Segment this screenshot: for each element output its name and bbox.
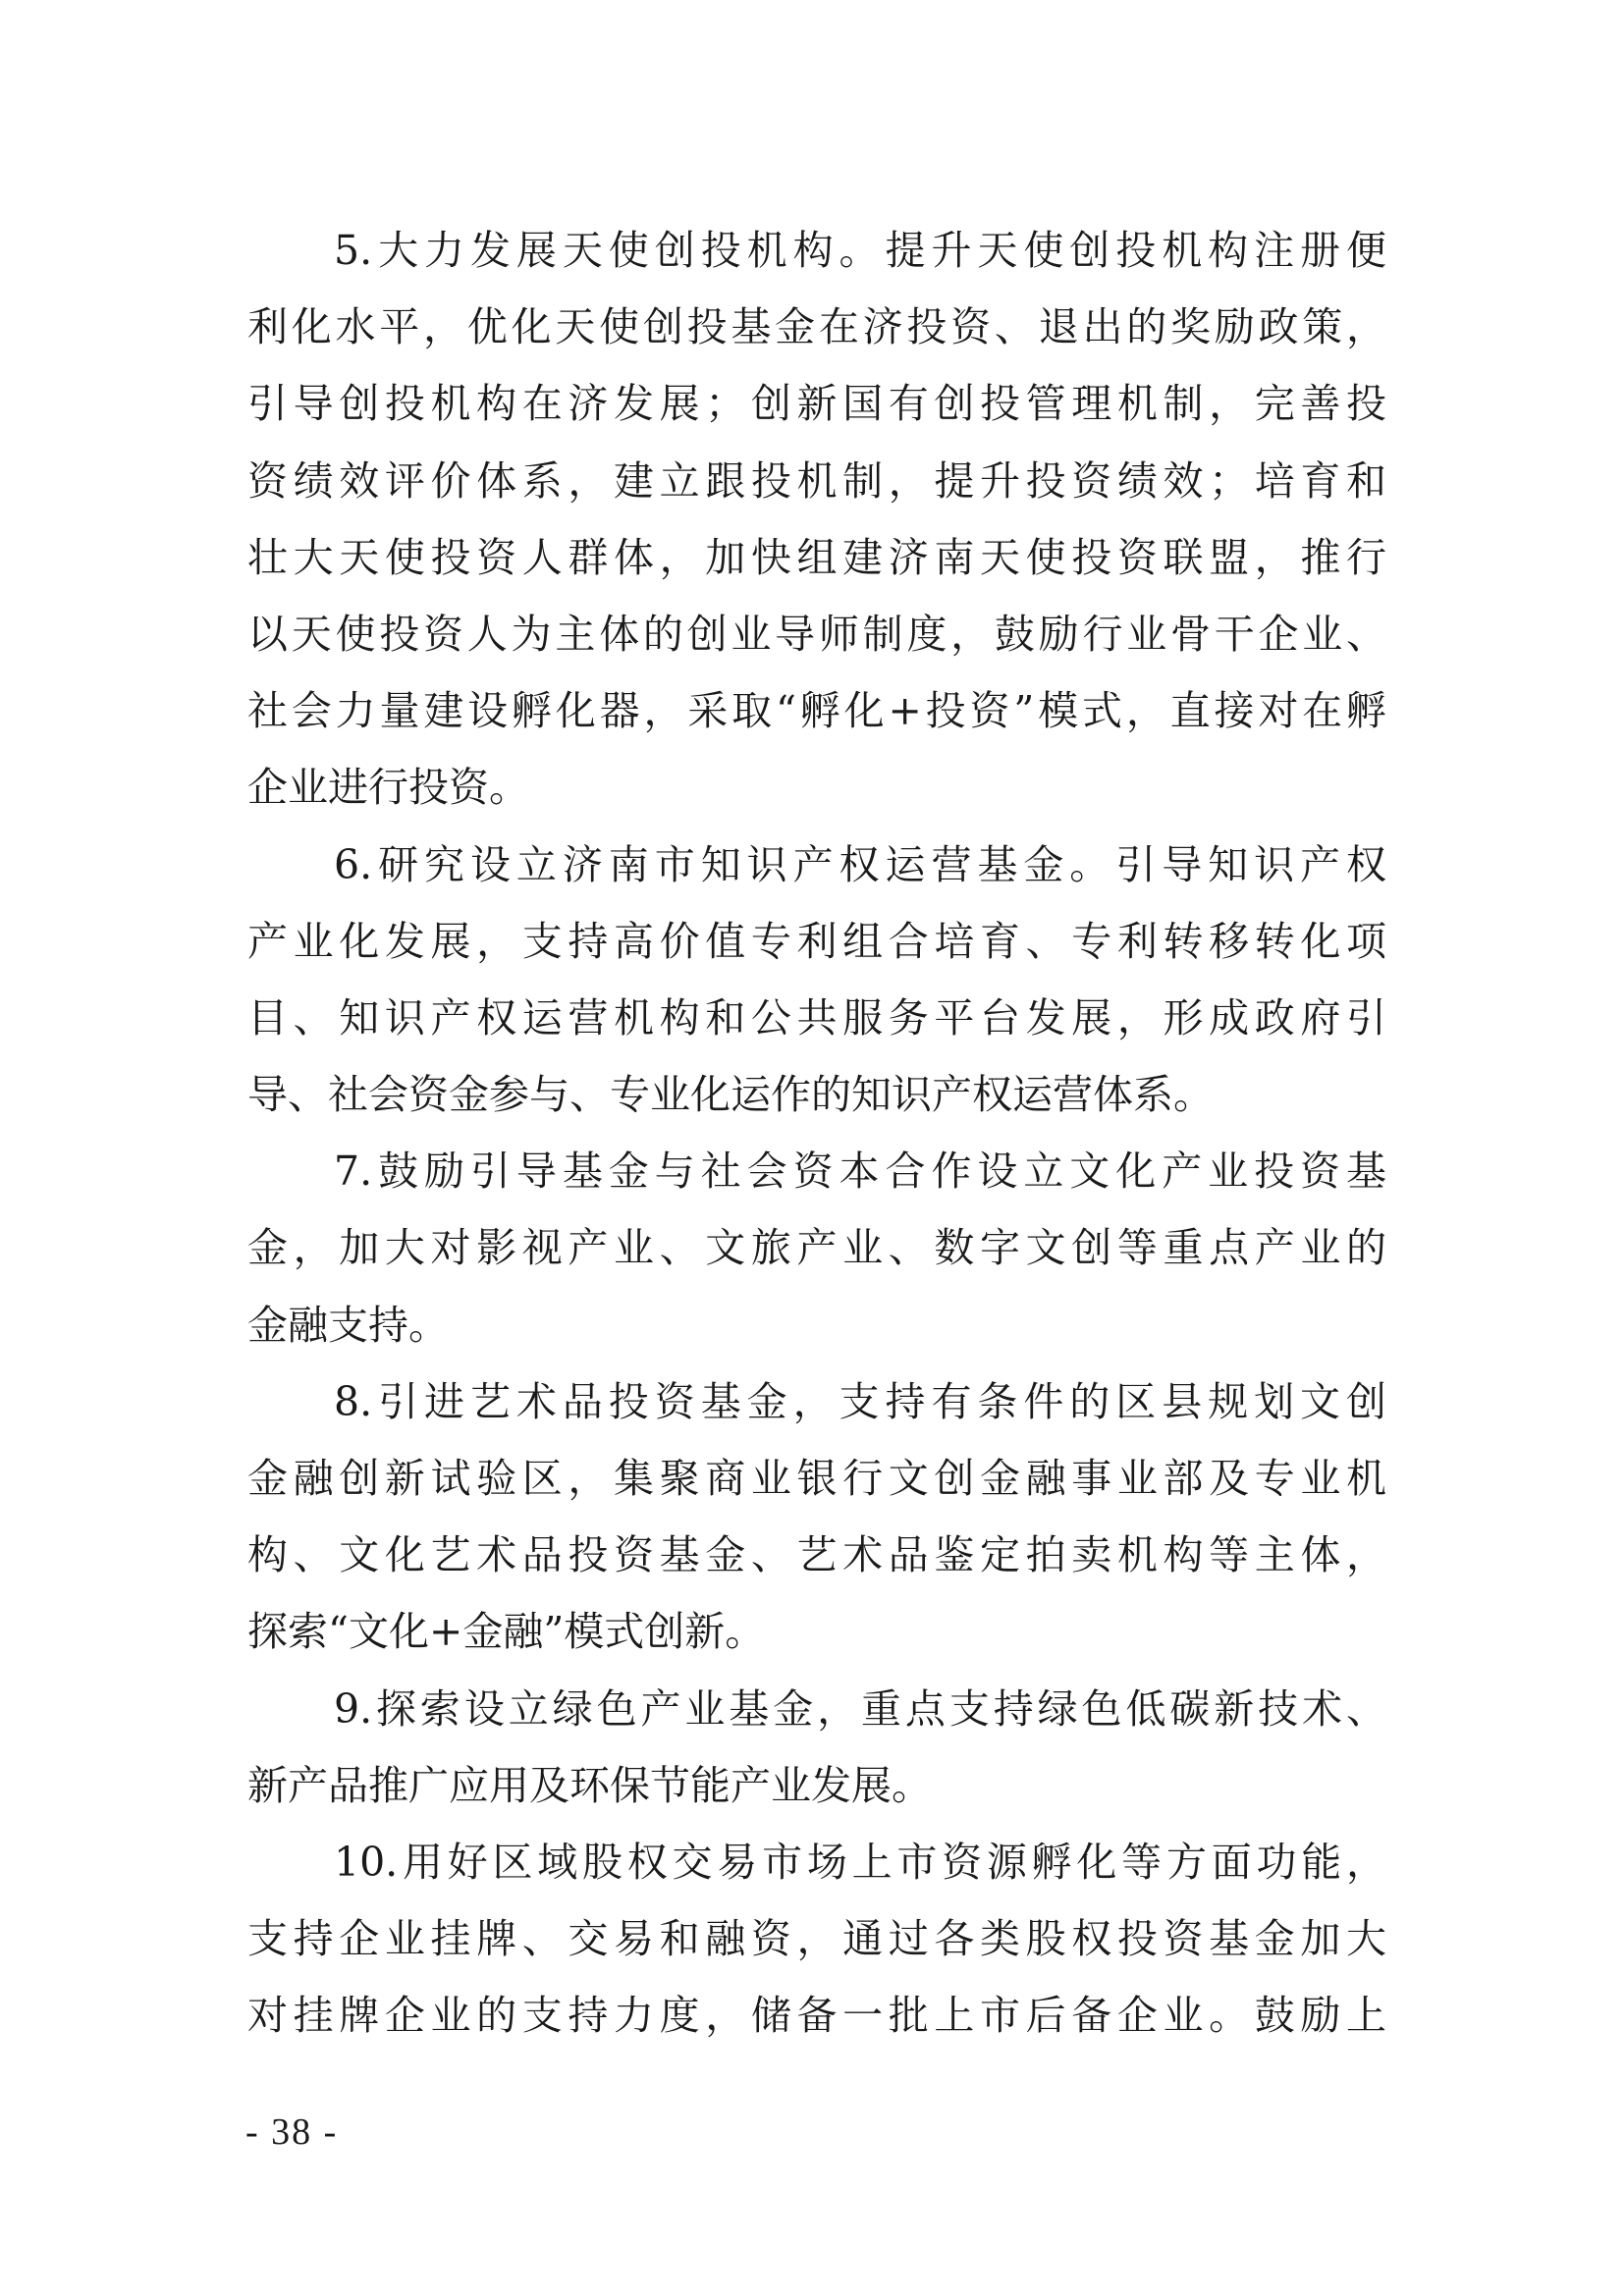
paragraph-6-line-1: 6.研究设立济南市知识产权运营基金。引导知识产权 bbox=[334, 840, 1386, 888]
paragraph-6-line-4: 导、社会资金参与、专业化运作的知识产权运营体系。 bbox=[247, 1071, 1214, 1119]
paragraph-7-line-2: 金，加大对影视产业、文旅产业、数字文创等重点产业的 bbox=[247, 1224, 1386, 1272]
paragraph-10-line-2: 支持企业挂牌、交易和融资，通过各类股权投资基金加大 bbox=[247, 1915, 1386, 1963]
paragraph-5-line-1: 5.大力发展天使创投机构。提升天使创投机构注册便 bbox=[334, 227, 1386, 274]
paragraph-7-line-3: 金融支持。 bbox=[247, 1301, 449, 1349]
paragraph-9-line-2: 新产品推广应用及环保节能产业发展。 bbox=[247, 1761, 932, 1809]
paragraph-6-line-2: 产业化发展，支持高价值专利组合培育、专利转移转化项 bbox=[247, 917, 1386, 965]
paragraph-8-line-3: 构、文化艺术品投资基金、艺术品鉴定拍卖机构等主体， bbox=[247, 1531, 1386, 1579]
paragraph-5-line-5: 壮大天使投资人群体，加快组建济南天使投资联盟，推行 bbox=[247, 533, 1386, 581]
paragraph-8-line-2: 金融创新试验区，集聚商业银行文创金融事业部及专业机 bbox=[247, 1455, 1386, 1502]
paragraph-5-line-6: 以天使投资人为主体的创业导师制度，鼓励行业骨干企业、 bbox=[247, 610, 1386, 658]
paragraph-5-line-4: 资绩效评价体系，建立跟投机制，提升投资绩效；培育和 bbox=[247, 456, 1386, 505]
paragraph-10-line-3: 对挂牌企业的支持力度，储备一批上市后备企业。鼓励上 bbox=[247, 1992, 1386, 2040]
paragraph-9-line-1: 9.探索设立绿色产业基金，重点支持绿色低碳新技术、 bbox=[334, 1684, 1386, 1733]
paragraph-5-line-2: 利化水平，优化天使创投基金在济投资、退出的奖励政策， bbox=[247, 303, 1386, 351]
paragraph-8-line-1: 8.引进艺术品投资基金，支持有条件的区县规划文创 bbox=[334, 1377, 1386, 1425]
page-number: - 38 - bbox=[245, 2111, 339, 2153]
paragraph-6-line-3: 目、知识产权运营机构和公共服务平台发展，形成政府引 bbox=[247, 993, 1386, 1041]
paragraph-7-line-1: 7.鼓励引导基金与社会资本合作设立文化产业投资基 bbox=[334, 1148, 1386, 1196]
paragraph-5-line-7: 社会力量建设孵化器，采取“孵化+投资”模式，直接对在孵 bbox=[247, 687, 1386, 735]
body-text bbox=[247, 212, 1386, 2055]
paragraph-5-line-8: 企业进行投资。 bbox=[247, 764, 529, 812]
paragraph-5-line-3: 引导创投机构在济发展；创新国有创投管理机制，完善投 bbox=[247, 380, 1386, 428]
paragraph-10-line-1: 10.用好区域股权交易市场上市资源孵化等方面功能， bbox=[334, 1838, 1386, 1886]
paragraph-8-line-4: 探索“文化+金融”模式创新。 bbox=[247, 1608, 766, 1656]
